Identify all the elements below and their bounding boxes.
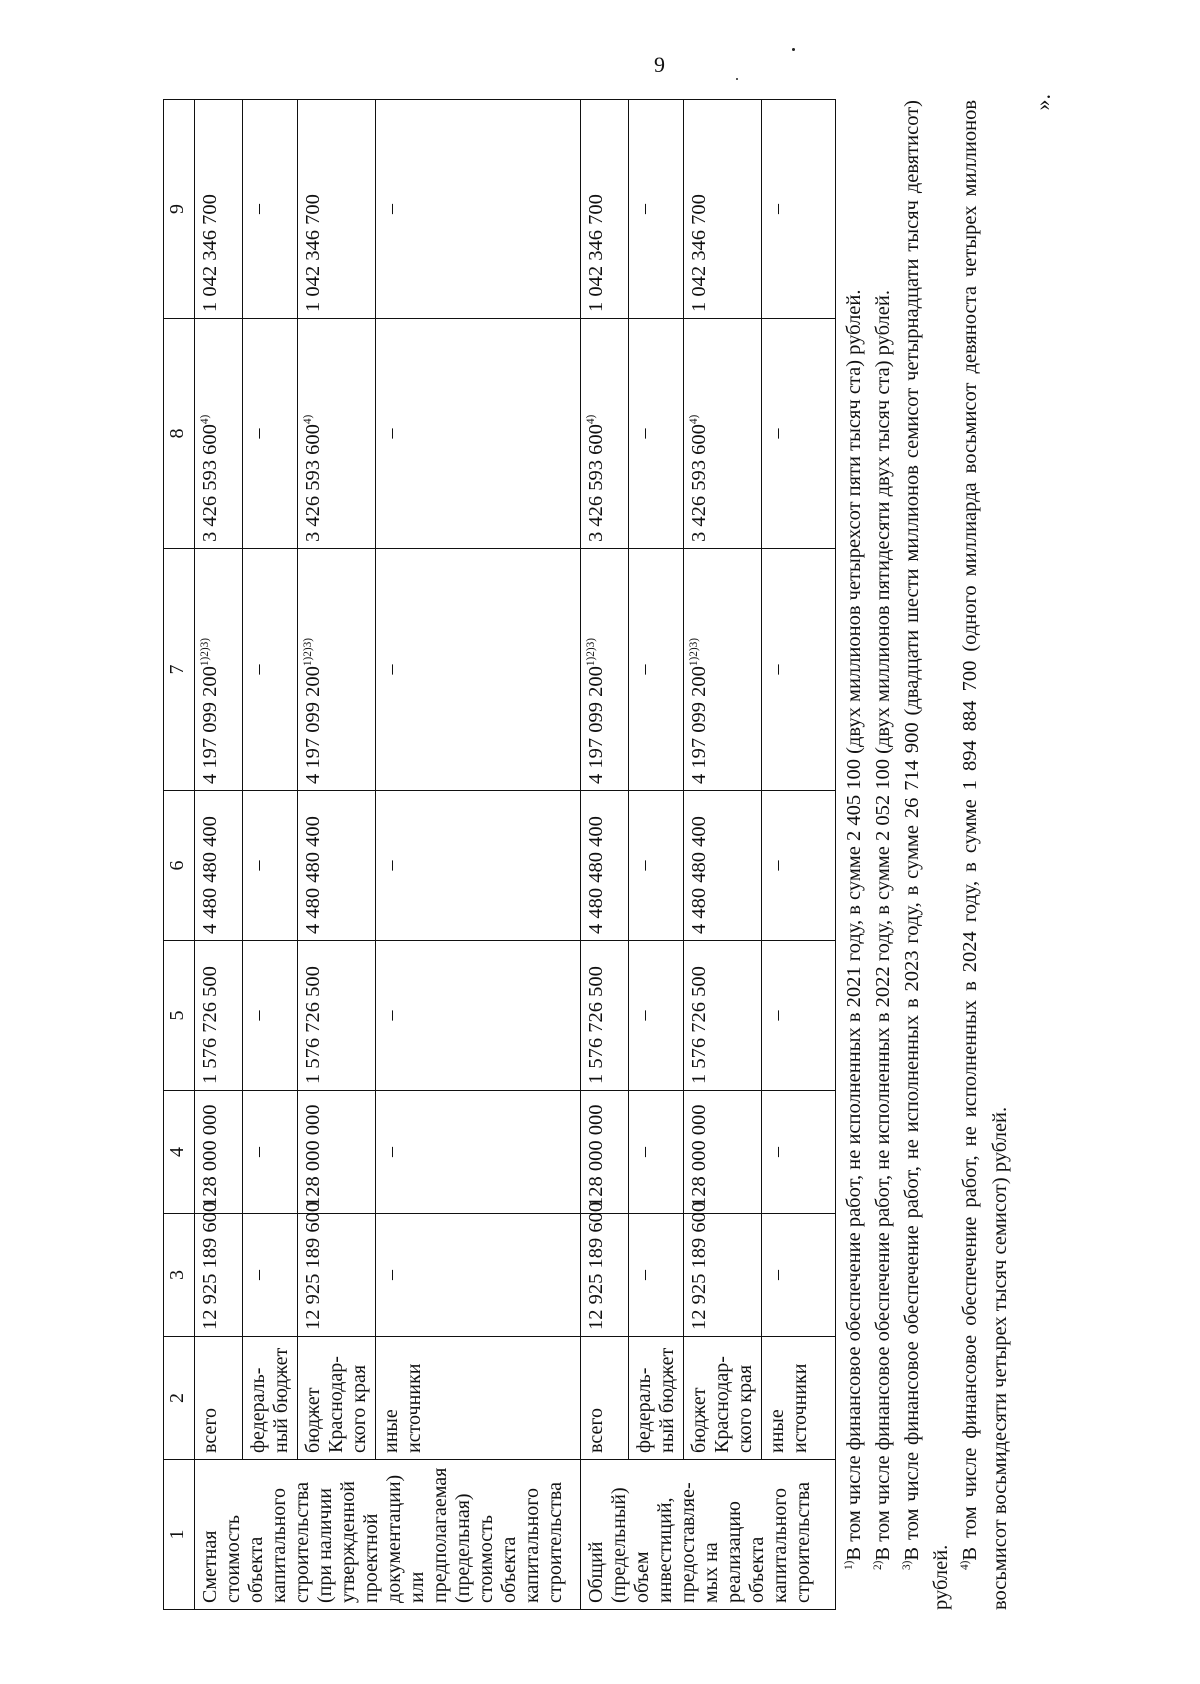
value-text: –: [633, 664, 655, 675]
value-text: 3 426 593 600: [302, 424, 324, 542]
value-cell: [376, 941, 581, 1091]
value-cell: [684, 319, 762, 549]
value-cell: [376, 319, 581, 549]
table-row: [629, 100, 684, 1610]
value-cell: [298, 791, 376, 941]
value-cell: [243, 549, 298, 791]
value-cell: [243, 941, 298, 1091]
value-text: –: [380, 664, 402, 675]
value-text: –: [247, 1270, 269, 1280]
funding-source-cell: всего: [195, 1337, 243, 1460]
value-text: –: [766, 664, 788, 675]
col-number-5: 5: [164, 941, 195, 1091]
value-text: –: [247, 1010, 269, 1021]
value-cell: [684, 100, 762, 319]
col-number-9: 9: [164, 100, 195, 319]
table-row: [243, 100, 298, 1610]
footnote-mark: 2): [872, 1560, 885, 1570]
value-cell: [243, 1091, 298, 1214]
col-number-2: 2: [164, 1337, 195, 1460]
footnote-reference: 4): [199, 414, 212, 425]
rotated-content: [163, 94, 1113, 1610]
funding-source-cell: федераль-ный бюджет: [629, 1337, 684, 1460]
scan-speck: [736, 78, 738, 80]
footnote-4: [956, 100, 1014, 1610]
value-text: 4 197 099 200: [688, 666, 710, 784]
value-cell: [629, 549, 684, 791]
value-cell: [684, 941, 762, 1091]
value-text: –: [380, 204, 402, 214]
value-text: –: [633, 1147, 655, 1157]
value-text: 1 042 346 700: [199, 194, 221, 312]
value-cell: [581, 549, 629, 791]
value-text: –: [380, 428, 402, 439]
table-row: [195, 100, 243, 1610]
value-text: 128 000 000: [302, 1104, 324, 1207]
col-number-8: 8: [164, 319, 195, 549]
footnote-text: В том числе финансовое обеспечение работ, не исполненных в 2024 году, в сумме 1 894 884 700 (одного миллиарда восьмисот девяноста четырех миллионов восьмисот восьмидесяти четырех тысяч семисот) рублей.: [959, 100, 1011, 1610]
value-cell: [629, 1214, 684, 1337]
col-number-7: 7: [164, 549, 195, 791]
value-cell: [376, 1214, 581, 1337]
value-cell: [629, 941, 684, 1091]
table-row: [762, 100, 836, 1610]
value-text: –: [633, 1270, 655, 1280]
value-text: 1 576 726 500: [199, 966, 221, 1084]
value-text: 128 000 000: [199, 1104, 221, 1207]
value-cell: [243, 1214, 298, 1337]
value-cell: [762, 941, 836, 1091]
value-text: 1 576 726 500: [302, 966, 324, 1084]
value-cell: [298, 100, 376, 319]
value-cell: [762, 319, 836, 549]
footnote-mark: 1): [843, 1560, 856, 1570]
value-text: 12 925 189 600: [585, 1201, 607, 1330]
value-text: 1 576 726 500: [585, 966, 607, 1084]
col-number-3: 3: [164, 1214, 195, 1337]
value-cell: [629, 1091, 684, 1214]
value-cell: [195, 319, 243, 549]
table-row: [684, 100, 762, 1610]
value-text: –: [633, 860, 655, 871]
value-text: –: [380, 860, 402, 871]
value-cell: [376, 1091, 581, 1214]
footnote-text: В том числе финансовое обеспечение работ, не исполненных в 2021 году, в сумме 2 405 100 (двух миллионов четырехсот пяти тысяч ста) рублей.: [843, 289, 865, 1561]
footnote-reference: 1)2)3): [302, 637, 315, 667]
value-cell: [376, 100, 581, 319]
table-row: [581, 100, 629, 1610]
value-cell: [195, 1091, 243, 1214]
value-text: 1 042 346 700: [585, 194, 607, 312]
value-cell: [195, 791, 243, 941]
value-cell: [243, 791, 298, 941]
value-text: 4 197 099 200: [585, 666, 607, 784]
value-text: –: [247, 204, 269, 214]
funding-source-cell: бюджет Краснодар-ского края: [298, 1337, 376, 1460]
value-text: –: [380, 1010, 402, 1021]
value-text: 4 197 099 200: [199, 666, 221, 784]
financing-table: [163, 99, 836, 1610]
value-text: 4 480 480 400: [688, 816, 710, 934]
value-cell: [629, 791, 684, 941]
value-cell: [376, 549, 581, 791]
value-cell: [762, 1214, 836, 1337]
value-text: –: [247, 664, 269, 675]
footnote-3: [898, 100, 956, 1610]
value-cell: [195, 549, 243, 791]
funding-source-cell: бюджет Краснодар-ского края: [684, 1337, 762, 1460]
value-text: –: [247, 1147, 269, 1157]
value-text: –: [633, 1010, 655, 1021]
value-cell: [376, 791, 581, 941]
value-cell: [298, 1091, 376, 1214]
value-text: 4 480 480 400: [302, 816, 324, 934]
table-row: [298, 100, 376, 1610]
row-group-label: Сметная стоимость объекта капитального строительства (при наличии утвержденной проектной документации) или предполагаемая (предельная) стоимость объекта капитального строительства: [195, 1460, 581, 1610]
footnote-reference: 4): [302, 414, 315, 425]
value-text: –: [766, 204, 788, 214]
table-row: [376, 100, 581, 1610]
scan-speck: [792, 48, 795, 51]
funding-source-cell: иные источники: [376, 1337, 581, 1460]
value-cell: [243, 100, 298, 319]
footnotes: [840, 94, 1056, 1610]
value-text: 12 925 189 600: [302, 1201, 324, 1330]
value-cell: [581, 791, 629, 941]
value-text: 4 480 480 400: [199, 816, 221, 934]
value-cell: [195, 1201, 243, 1337]
value-cell: [581, 1201, 629, 1337]
value-cell: [195, 100, 243, 319]
column-number-row: [164, 100, 195, 1610]
footnote-text: В том числе финансовое обеспечение работ, не исполненных в 2023 году, в сумме 26 714 900 (двадцати шести миллионов семисот четырнадцати тысяч девятисот) рублей.: [901, 100, 953, 1610]
col-number-6: 6: [164, 791, 195, 941]
value-text: 3 426 593 600: [688, 424, 710, 542]
value-cell: [762, 1091, 836, 1214]
value-text: –: [633, 428, 655, 439]
footnote-mark: 4): [959, 1560, 972, 1570]
value-text: –: [766, 860, 788, 871]
value-cell: [298, 1201, 376, 1337]
value-cell: [581, 941, 629, 1091]
value-cell: [684, 1201, 762, 1337]
value-cell: [243, 319, 298, 549]
row-group-label: Общий (предельный) объем инвестиций, предоставляе-мых на реализацию объекта капитального строительства: [581, 1460, 836, 1610]
col-number-1: 1: [164, 1460, 195, 1610]
value-cell: [684, 791, 762, 941]
value-cell: [762, 791, 836, 941]
footnote-reference: 4): [688, 414, 701, 425]
funding-source-cell: иные источники: [762, 1337, 836, 1460]
value-text: 3 426 593 600: [585, 424, 607, 542]
footnote-1: [840, 100, 869, 1610]
value-text: 128 000 000: [585, 1104, 607, 1207]
value-text: –: [247, 428, 269, 439]
value-cell: [298, 941, 376, 1091]
value-cell: [684, 549, 762, 791]
footnote-text: В том числе финансовое обеспечение работ, не исполненных в 2022 году, в сумме 2 052 100 (двух миллионов пятидесяти двух тысяч ста) рублей.: [872, 290, 895, 1561]
footnote-2: [869, 100, 898, 1610]
value-text: 1 576 726 500: [688, 966, 710, 1084]
col-number-4: 4: [164, 1091, 195, 1214]
funding-source-cell: федераль-ный бюджет: [243, 1337, 298, 1460]
value-text: 4 480 480 400: [585, 816, 607, 934]
funding-source-cell: всего: [581, 1337, 629, 1460]
footnote-reference: 4): [585, 414, 598, 425]
value-text: 12 925 189 600: [688, 1201, 710, 1330]
value-text: –: [766, 1147, 788, 1157]
value-cell: [762, 100, 836, 319]
footnote-reference: 1)2)3): [585, 637, 598, 667]
value-cell: [298, 549, 376, 791]
value-cell: [195, 941, 243, 1091]
value-text: –: [633, 204, 655, 214]
closing-quote: ».: [1030, 94, 1056, 111]
value-text: –: [380, 1270, 402, 1280]
value-cell: [629, 100, 684, 319]
value-cell: [581, 319, 629, 549]
value-text: –: [766, 1270, 788, 1280]
footnote-reference: 1)2)3): [688, 637, 701, 667]
value-cell: [581, 1091, 629, 1214]
value-text: 1 042 346 700: [302, 194, 324, 312]
value-cell: [684, 1091, 762, 1214]
value-cell: [762, 549, 836, 791]
value-text: –: [247, 860, 269, 871]
value-cell: [298, 319, 376, 549]
value-text: –: [380, 1147, 402, 1157]
value-text: 1 042 346 700: [688, 194, 710, 312]
page-number: 9: [654, 52, 665, 77]
value-cell: [581, 100, 629, 319]
footnote-reference: 1)2)3): [199, 637, 212, 667]
value-text: 3 426 593 600: [199, 424, 221, 542]
value-text: 12 925 189 600: [199, 1201, 221, 1330]
value-text: 4 197 099 200: [302, 666, 324, 784]
value-cell: [629, 319, 684, 549]
footnote-mark: 3): [901, 1560, 914, 1570]
value-text: –: [766, 428, 788, 439]
value-text: 128 000 000: [688, 1104, 710, 1207]
value-text: –: [766, 1010, 788, 1021]
table-body: [195, 100, 836, 1610]
